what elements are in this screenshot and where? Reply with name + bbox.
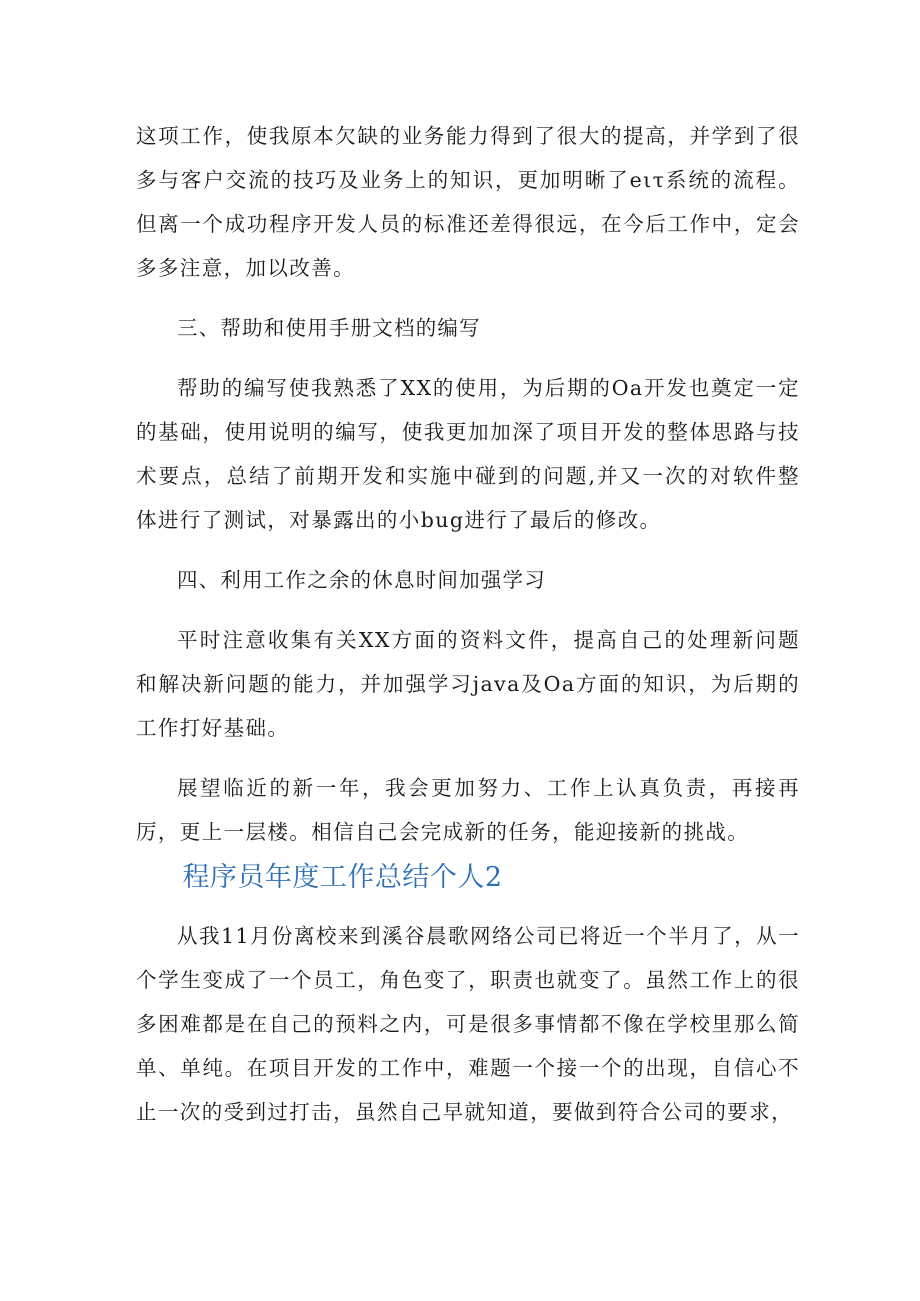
paragraph-4: 展望临近的新一年，我会更加努力、工作上认真负责，再接再厉，更上一层楼。相信自己会完成新的任务，能迎接新的挑战。 bbox=[136, 776, 800, 844]
paragraph-2: 帮助的编写使我熟悉了XX的使用，为后期的Oa开发也奠定一定的基础，使用说明的编写，使我更加加深了项目开发的整体思路与技术要点，总结了前期开发和实施中碰到的问题,并又一次的对软件整体进行了测试，对暴露出的小bug进行了最后的修改。 bbox=[136, 376, 800, 532]
spacer bbox=[136, 290, 800, 306]
spacer bbox=[136, 750, 800, 766]
spacer bbox=[136, 350, 800, 366]
paragraph-5: 从我11月份离校来到溪谷晨歌网络公司已将近一个半月了，从一个学生变成了一个员工，角色变了，职责也就变了。虽然工作上的很多困难都是在自己的预料之内，可是很多事情都不像在学校里那么简单、单纯。在项目开发的工作中，难题一个接一个的出现，自信心不止一次的受到过打击，虽然自己早就知道，要做到符合公司的要求， bbox=[136, 924, 800, 1124]
section-title-2: 程序员年度工作总结个人2 bbox=[182, 862, 503, 893]
section-heading-4: 四、利用工作之余的休息时间加强学习 bbox=[177, 568, 546, 592]
document-body bbox=[136, 114, 800, 1134]
spacer bbox=[136, 602, 800, 618]
paragraph-1: 这项工作，使我原本欠缺的业务能力得到了很大的提高，并学到了很多与客户交流的技巧及业务上的知识，更加明晰了eιτ系统的流程。但离一个成功程序开发人员的标准还差得很远，在今后工作中，定会多多注意，加以改善。 bbox=[136, 124, 800, 280]
section-heading-3: 三、帮助和使用手册文档的编写 bbox=[177, 316, 481, 340]
spacer bbox=[136, 542, 800, 558]
paragraph-3: 平时注意收集有关XX方面的资料文件，提高自己的处理新问题和解决新问题的能力，并加强学习java及Oa方面的知识，为后期的工作打好基础。 bbox=[136, 628, 800, 740]
